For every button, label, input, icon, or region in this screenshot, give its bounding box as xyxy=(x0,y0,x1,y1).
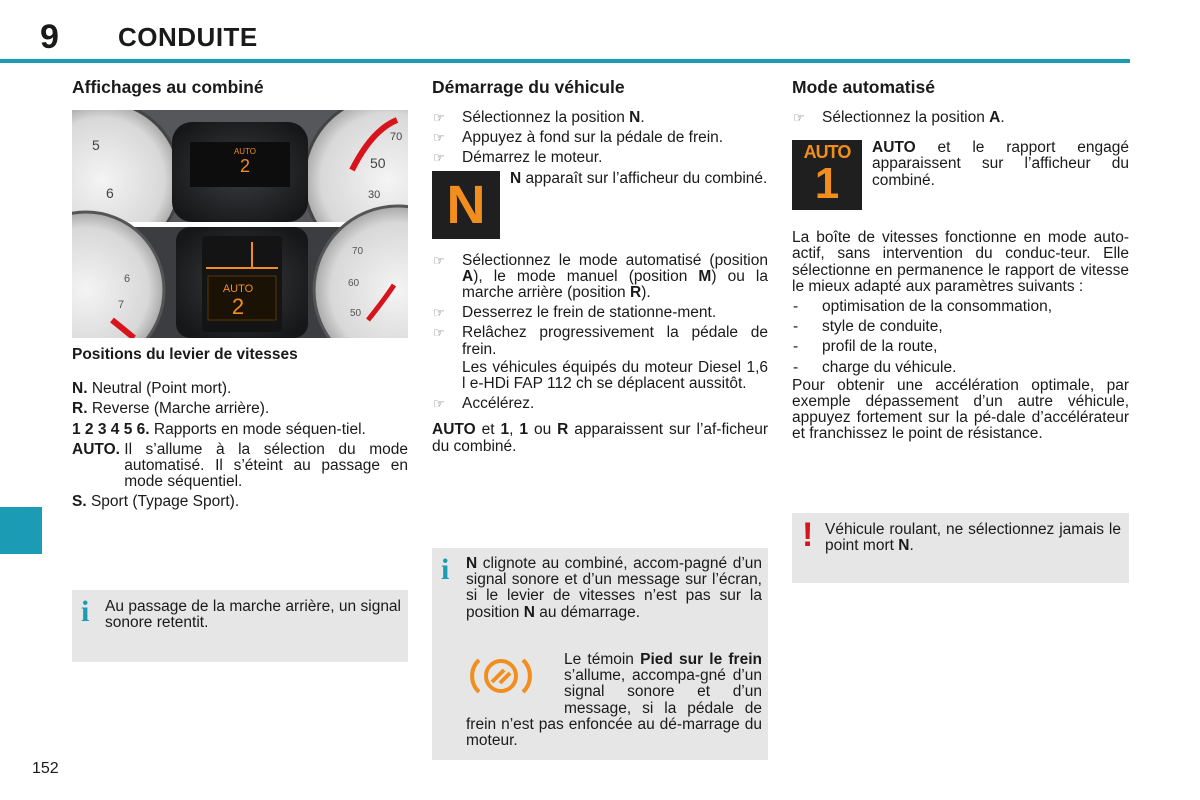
bullet-item: ☞ Accélérez. xyxy=(433,395,535,413)
dash-item: - profil de la route, xyxy=(793,338,938,356)
dial-label: 5 xyxy=(92,137,100,153)
dial-label: 60 xyxy=(348,278,360,289)
section-heading: Affichages au combiné xyxy=(72,77,264,97)
finger-pointer-icon: ☞ xyxy=(433,325,445,341)
bullet-item: ☞ Relâchez progressivement la pédale de frein. xyxy=(433,324,768,358)
dash-item: - charge du véhicule. xyxy=(793,358,957,376)
n-indicator-block xyxy=(432,171,768,245)
definition-key: S. xyxy=(72,493,87,511)
cluster-gear-bottom: 2 xyxy=(231,294,245,319)
auto-gear-indicator-icon: AUTO 1 xyxy=(792,140,862,210)
cluster-gear-top: 2 xyxy=(239,156,251,176)
definition-item xyxy=(72,401,408,417)
paragraph: La boîte de vitesses fonctionne en mode auto-actif, sans intervention du conduc-teur. Elle sélectionne en permanence le rapport de vitesse le mieux adapté aux paramètres suivants : xyxy=(792,229,1129,295)
column-mode-automatise xyxy=(792,76,1129,447)
page-number: 152 xyxy=(32,760,59,777)
definition-value: Neutral (Point mort). xyxy=(91,380,232,398)
chapter-number: 9 xyxy=(40,18,59,56)
chapter-title: CONDUITE xyxy=(118,22,258,52)
display-paragraph: AUTO et 1, 1 ou R apparaissent sur l’af-ficheur du combiné. xyxy=(432,421,768,455)
auto-indicator-text: AUTO et le rapport engagé apparaissent sur l’afficheur du combiné. xyxy=(872,139,1129,189)
n-indicator-text: N apparaît sur l’afficheur du combiné. xyxy=(510,169,768,187)
dash-item: - style de conduite, xyxy=(793,318,943,336)
finger-pointer-icon: ☞ xyxy=(433,110,445,125)
header-rule xyxy=(0,59,1130,63)
info-text: Au passage de la marche arrière, un signal sonore retentit. xyxy=(105,598,401,632)
finger-pointer-icon: ☞ xyxy=(433,150,445,166)
neutral-indicator-icon: N xyxy=(432,171,500,239)
info-box-reverse xyxy=(72,590,408,662)
definition-item xyxy=(72,442,408,491)
finger-pointer-icon: ☞ xyxy=(793,110,805,125)
definition-item xyxy=(72,422,408,438)
definition-value: Reverse (Marche arrière). xyxy=(91,400,270,418)
definition-value: Il s’allume à la sélection du mode automatisé. Il s’éteint au passage en mode séquentiel. xyxy=(124,440,408,491)
bullet-note: Les véhicules équipés du moteur Diesel 1,6 l e-HDi FAP 112 ch se déplacent aussitôt. xyxy=(462,358,768,393)
dial-label: 6 xyxy=(124,273,131,285)
bullet-item: ☞ Sélectionnez le mode automatisé (position A), le mode manuel (position M) ou la marche arrière (position R). xyxy=(433,251,768,302)
definition-value: Rapports en mode séquen-tiel. xyxy=(153,420,366,438)
auto-indicator-block xyxy=(792,140,1129,216)
warning-text: Véhicule roulant, ne sélectionnez jamais le point mort N. xyxy=(825,521,1121,555)
chapter-side-tab xyxy=(0,507,42,554)
bullet-item: ☞ Sélectionnez la position N. xyxy=(433,109,645,126)
dial-label: 50 xyxy=(350,308,362,319)
bullet-item: ☞ Desserrez le frein de stationne-ment. xyxy=(433,304,717,322)
subheading: Positions du levier de vitesses xyxy=(72,346,298,363)
definition-key: N. xyxy=(72,380,88,398)
instrument-cluster-photo xyxy=(72,110,408,338)
bullet-item: ☞ Sélectionnez la position A. xyxy=(793,109,1005,126)
definition-key: 1 2 3 4 5 6. xyxy=(72,420,150,438)
finger-pointer-icon: ☞ xyxy=(433,130,445,146)
warning-icon: ! xyxy=(802,516,814,554)
info-box-startup xyxy=(432,548,768,760)
warning-box xyxy=(792,513,1129,583)
column-demarrage xyxy=(432,76,768,459)
section-heading: Mode automatisé xyxy=(792,77,935,97)
bullet-item: ☞ Appuyez à fond sur la pédale de frein. xyxy=(433,129,724,147)
finger-pointer-icon: ☞ xyxy=(433,396,445,412)
info-icon: i xyxy=(441,553,450,586)
dial-label: 30 xyxy=(368,189,381,201)
cluster-auto-label-bottom: AUTO xyxy=(222,283,254,295)
section-heading: Démarrage du véhicule xyxy=(432,77,625,97)
definition-key: R. xyxy=(72,400,88,418)
brake-warning-block: Le témoin Pied sur le frein s’allume, accompa-gné d’un signal sonore et d’un message, si la pédale de frein n’est pas enfoncée au dé-marrage du moteur. xyxy=(466,651,762,750)
dash-item: - optimisation de la consommation, xyxy=(793,298,1053,316)
dial-label: 50 xyxy=(370,155,386,171)
info-icon: i xyxy=(81,595,90,628)
dial-label: 7 xyxy=(118,299,125,311)
bullet-item: ☞ Démarrez le moteur. xyxy=(433,149,603,167)
finger-pointer-icon: ☞ xyxy=(433,252,445,268)
definition-value: Sport (Typage Sport). xyxy=(90,493,240,511)
paragraph: Pour obtenir une accélération optimale, par exemple dépassement d’un autre véhicule, appuyez fortement sur la pé-dale d’accélérateur et franchissez le point de résistance. xyxy=(792,376,1129,443)
cluster-auto-label-top: AUTO xyxy=(233,147,257,156)
definition-item xyxy=(72,381,408,397)
info-text: N clignote au combiné, accom-pagné d’un signal sonore et d’un message sur l’écran, si le levier de vitesses n’est pas sur la position N au démarrage. xyxy=(466,555,762,621)
finger-pointer-icon: ☞ xyxy=(433,305,445,321)
definition-key: AUTO. xyxy=(72,440,120,458)
dial-label: 6 xyxy=(106,185,114,201)
dial-label: 70 xyxy=(352,246,364,257)
foot-on-brake-icon xyxy=(470,652,532,700)
dial-label: 70 xyxy=(390,131,403,143)
definition-item xyxy=(72,494,408,510)
column-affichages xyxy=(72,76,408,515)
